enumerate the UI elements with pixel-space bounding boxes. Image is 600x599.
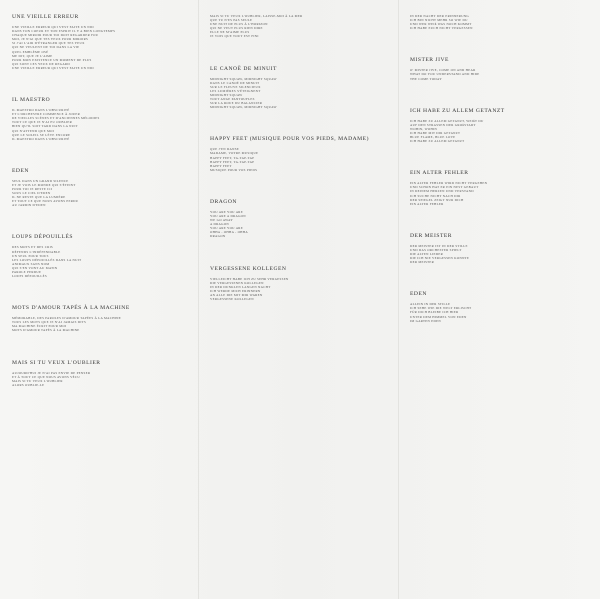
lyric-line: DIE VERGESSENEN KOLLEGEN xyxy=(210,280,264,285)
lyric-line: O' MISTER JIVE, COME ON AND HEAR xyxy=(410,68,476,73)
lyric-line: BIEN QU'IL SOIT TARD DANS LA NUIT xyxy=(12,124,78,129)
lyric-line: UNE VIEILLE ERREUR QUI S'EST FAITE UN NID xyxy=(12,25,94,29)
lyric-line: ELLE NE M'AIME PLUS xyxy=(210,30,250,35)
song-block xyxy=(410,57,590,80)
section-spacer xyxy=(410,269,590,291)
lyric-line: FÜR DICH BLEIBE ICH HIER xyxy=(410,310,459,315)
lyric-line: UND SCHON HAT ER EIN NEST GEBAUT xyxy=(410,185,479,190)
lyric-line: CHAQUE MIROIR POUR TOI DOIT REGARDER FOU xyxy=(12,33,99,38)
lyric-line: WE GO AWAY xyxy=(210,218,233,223)
song-block xyxy=(410,233,590,264)
lyric-line: SI J'AI L'AIR D'ÉTRANGER QUE TES YEUX xyxy=(12,41,85,46)
lyric-line: ICH SUCHE NICHT NACH DIR xyxy=(410,193,461,198)
lyric-line: WOHIN, WOHIN xyxy=(410,126,438,131)
lyric-line: IL MAESTRO DANS L'OBSCURITÉ xyxy=(12,108,70,113)
song-title: MOTS D'AMOUR TAPÉS À LA MACHINE xyxy=(12,305,130,312)
lyrics-column-left xyxy=(0,0,198,599)
section-spacer xyxy=(410,148,590,170)
lyric-line: ICH HABE EUCH NICHT VERGESSEN xyxy=(410,26,473,31)
section-spacer xyxy=(210,44,388,66)
lyric-line: VIELLEICHT HABE ICH ZU SEHR VERGESSEN xyxy=(210,276,289,281)
section-spacer xyxy=(410,86,590,108)
lyric-line: YOU ARE A DRAGON xyxy=(210,213,246,218)
lyric-line: AUF DEN STRASSEN DER GROßSTADT xyxy=(410,122,476,127)
lyric-line: ET JE VOIS LE MONDE QUI S'ÉTEINT xyxy=(12,182,76,187)
song-title: HAPPY FEET (MUSIQUE POUR VOS PIEDS, MADAME) xyxy=(210,136,369,143)
lyric-line: ALORS OUBLIE-LE xyxy=(12,382,45,387)
lyric-line: IN DER DUNKLEN LANGEN NACHT xyxy=(210,284,271,289)
lyric-line: UNTER DEM HIMMEL VON EDEN xyxy=(410,314,467,319)
lyric-line: MIDNIGHT SQUAW, MIDNIGHT SQUAW xyxy=(210,105,277,110)
lyric-line: AUJOURD'HUI JE N'AI PAS ENVIE DE PENSER xyxy=(12,370,91,375)
song-block xyxy=(410,14,590,30)
song-title: UNE VIEILLE ERREUR xyxy=(12,14,79,20)
song-block xyxy=(210,266,388,302)
song-block xyxy=(210,14,388,39)
lyric-line: QUI NE VEULENT DE TOI DANS LA VIE xyxy=(12,45,80,50)
lyric-line: IL NE RESTE QUE LA LUMIÈRE xyxy=(12,195,66,200)
song-block xyxy=(210,136,388,172)
lyric-line: JE VOIS QUE TOUT EST FINI xyxy=(210,34,259,39)
lyric-line: ICH HABE ZU ALLEM GETANZT, WEIßT DU xyxy=(410,118,484,123)
lyric-line: DIE ICH NIE VERGESSEN KONNTE xyxy=(410,256,470,261)
lyric-line: QUEL EMBLÈME OSÉ xyxy=(12,49,49,54)
song-title: LE CANOË DE MINUIT xyxy=(210,65,277,72)
lyric-line: AN ALLE DIE MIT MIR WAREN xyxy=(210,292,263,297)
song-title: MISTER JIVE xyxy=(410,57,449,64)
section-spacer xyxy=(210,306,388,328)
lyric-line: ICH SEHE WIE DIE WELT ERLISCHT xyxy=(410,306,472,311)
lyric-line: LOUPS DÉPOUILLÉS xyxy=(12,274,47,279)
lyric-line: ICH HABE MIT DIR GETANZT xyxy=(410,130,461,135)
song-block xyxy=(12,14,188,70)
lyric-line: DIE ALTEN LIEDER xyxy=(410,251,444,256)
lyric-line: TOUS LES MOTS QUE JE N'AI JAMAIS DITS xyxy=(12,320,87,325)
lyric-line: MA MACHINE ÉCRIT POUR MOI xyxy=(12,324,67,329)
lyric-line: SUR LA ROUE DU BALANCIER xyxy=(210,101,263,106)
song-block xyxy=(210,66,388,110)
lyric-line: HAPPY FEET, TA-TAP-TAP xyxy=(210,159,255,164)
lyric-line: QUE J'EN DANSE xyxy=(210,147,240,152)
lyric-line: THE COME TODAY xyxy=(410,76,442,81)
song-block xyxy=(210,199,388,239)
lyric-line: IM GARTEN EDEN xyxy=(410,318,441,323)
song-title: IL MAESTRO xyxy=(12,97,51,104)
lyric-line: HAPPY FEET xyxy=(210,163,232,168)
lyric-line: EIN ALTER FEHLER WIRD NICHT VERGEHEN xyxy=(410,181,488,186)
song-title: VERGESSENE KOLLEGEN xyxy=(210,265,287,272)
section-spacer xyxy=(210,244,388,266)
song-block xyxy=(12,97,188,141)
song-title: LOUPS DÉPOUILLÉS xyxy=(12,234,73,241)
lyric-line: MAIS SI TU VEUX L'OUBLIER, LAISSE-MOI À LA MER xyxy=(210,14,303,18)
lyrics-column-middle xyxy=(198,0,398,599)
lyric-line: ALLEIN IN DER STILLE xyxy=(410,302,451,307)
lyric-line: POUR MON EXISTENCE UN MOMENT DE PLUS xyxy=(12,57,92,62)
lyric-line: MAIS SI TU VEUX L'OUBLIER xyxy=(12,378,63,383)
lyric-line: ET À TOUT CE QUE NOUS AVONS VÉCU xyxy=(12,374,80,379)
lyric-line: TOUT CE QUE JE N'AI PU OUBLIER xyxy=(12,120,73,125)
section-spacer xyxy=(12,392,188,414)
lyric-line: QUI SONT CES YEUX DE REGARD xyxy=(12,61,70,66)
lyric-line: DRAGON xyxy=(210,234,226,239)
lyric-line: QUE LE SOLEIL SE LÈVE ENCORE xyxy=(12,132,71,137)
section-spacer xyxy=(12,338,188,360)
song-block xyxy=(410,170,590,206)
lyric-line: QUI N'ATTEND QUE MOI xyxy=(12,128,55,133)
lyric-line: IN DEINEM HERZEN UND VERSTAND xyxy=(410,189,474,194)
lyric-line: EIN ALTER FEHLER xyxy=(410,201,444,206)
lyric-line: DER MEISTER xyxy=(410,260,435,265)
section-spacer xyxy=(410,35,590,57)
section-spacer xyxy=(210,177,388,199)
lyric-line: ICH BIN NICHT MEHR SO WIE DU xyxy=(410,18,468,23)
lyric-line: ANIMAUX SANS NOM xyxy=(12,261,50,266)
song-title: MAIS SI TU VEUX L'OUBLIER xyxy=(12,359,101,366)
song-title: DRAGON xyxy=(210,198,237,205)
section-spacer xyxy=(12,283,188,305)
song-title: EDEN xyxy=(12,167,29,174)
lyric-line: DER SPIEGEL ZEIGT NUR DICH xyxy=(410,197,464,202)
song-title: DER MEISTER xyxy=(410,232,453,239)
lyric-line: HAPPY FEET, TA-TAP-TAP xyxy=(210,155,255,160)
lyric-line: MIDNIGHT SQUAW xyxy=(210,92,243,97)
lyrics-column-right xyxy=(398,0,600,599)
lyric-line: POUR TOI JE RESTE ICI xyxy=(12,186,53,191)
lyric-line: MOI, JE N'AI QUE TES YEUX POUR MIROIRS xyxy=(12,37,89,42)
lyric-line: MOTS D'AMOUR TAPÉS À LA MACHINE xyxy=(12,328,80,333)
lyric-line: MÉMORABLE, DES PAROLES D'AMOUR TAPÉES À LA MACHINE xyxy=(12,316,122,321)
lyric-line: PAROLE PERDUE xyxy=(12,270,42,274)
section-spacer xyxy=(210,114,388,136)
lyric-line: ET L'ORCHESTRE COMMENCE À JOUER xyxy=(12,112,81,117)
lyric-line: TOUT ANGE PANTOUFLES xyxy=(210,97,255,102)
lyric-line: SOUS LE CIEL D'EDEN xyxy=(12,191,51,196)
lyric-line: DANS LE CANOË DE MINUIT xyxy=(210,80,260,85)
song-block xyxy=(410,108,590,144)
lyric-line: UND WER WEIß WAS NOCH KOMMT xyxy=(410,22,472,27)
lyric-line: ICH WERDE MICH ERINNERN xyxy=(210,288,261,293)
section-spacer xyxy=(12,146,188,168)
lyric-line: MADAME, VOTRE MUSIQUE xyxy=(210,151,259,156)
lyric-line: UN SEUL POUR TOUS xyxy=(12,253,49,258)
lyric-line: LES LUMIÈRES S'ÉTEIGNENT xyxy=(210,88,261,93)
lyric-line: DANS TON COEUR ET TON ESPRIT IL Y A BIEN LONGTEMPS xyxy=(12,29,116,34)
song-block xyxy=(12,360,188,387)
lyric-line: YOU ARE YOU ARE xyxy=(210,209,243,214)
lyric-line: ET TOUT CE QUE NOUS AVONS PERDU xyxy=(12,199,79,204)
lyric-line: SEUL DANS UN GRAND SILENCE xyxy=(12,178,69,183)
song-title: ICH HABE ZU ALLEM GETANZT xyxy=(410,107,505,114)
lyric-line: AU JARDIN D'EDEN xyxy=(12,203,46,208)
lyric-line: MUSIQUE POUR VOS PIEDS xyxy=(210,167,258,172)
lyric-line: OHHA - OHHA - OHHA xyxy=(210,230,248,235)
section-spacer xyxy=(12,212,188,234)
lyric-line: LES LOUPS DÉPOUILLÉS DANS LA NUIT xyxy=(12,257,82,262)
lyric-line: UND DAS ORCHESTER SPIELT xyxy=(410,247,462,252)
song-title: EIN ALTER FEHLER xyxy=(410,170,469,177)
song-block xyxy=(12,234,188,278)
lyric-line: SUR LE FLEUVE SILENCIEUX xyxy=(210,84,261,89)
lyric-line: IN DER NACHT DER ERINNERUNG xyxy=(410,14,470,18)
lyric-line: WHAT DO YOU UNDERSTAND AND HIDE xyxy=(410,72,480,77)
lyric-line: UNE NUIT DE PLUS À L'HORIZON xyxy=(210,22,268,27)
lyric-line: QUI S'EN VONT AU MATIN xyxy=(12,265,58,270)
song-title: EDEN xyxy=(410,291,427,298)
lyric-line: IL MAESTRO DANS L'OBSCURITÉ xyxy=(12,136,70,141)
lyric-line: BLUE FLAME, BLUE LOVE xyxy=(410,135,456,140)
lyric-line: DER MEISTER IST IN DER STILLE xyxy=(410,243,468,248)
song-block xyxy=(410,291,590,322)
lyric-line: QUE TU N'ES PAS SEULE xyxy=(210,18,253,23)
lyric-line: ME DIT, QUE JE L'AIME xyxy=(12,53,53,58)
section-spacer xyxy=(12,75,188,97)
lyric-line: DÉFENDS L'INDÉFENDABLE xyxy=(12,249,61,254)
section-spacer xyxy=(410,328,590,350)
song-block xyxy=(12,168,188,208)
section-spacer xyxy=(410,211,590,233)
song-block xyxy=(12,305,188,332)
lyric-line: MIDNIGHT SQUAW, MIDNIGHT SQUAW xyxy=(210,76,277,81)
lyric-line: DE VIEILLES SCÈNES ET D'ANCIENNES MÉLODIES xyxy=(12,116,100,121)
lyric-line: ICH HABE ZU ALLEM GETANZT xyxy=(410,139,465,144)
lyric-line: QUI NE VEUT PLUS RIEN DIRE xyxy=(210,26,263,31)
lyric-line: DES MOTS ET DES CRIS xyxy=(12,245,54,250)
lyric-line: UNE VIEILLE ERREUR QUI S'EST FAITE UN NID xyxy=(12,65,94,70)
lyric-line: VERGESSENE KOLLEGEN xyxy=(210,297,254,301)
lyric-line: A DRAGON xyxy=(210,222,229,227)
lyric-line: YOU ARE YOU ARE xyxy=(210,226,243,231)
